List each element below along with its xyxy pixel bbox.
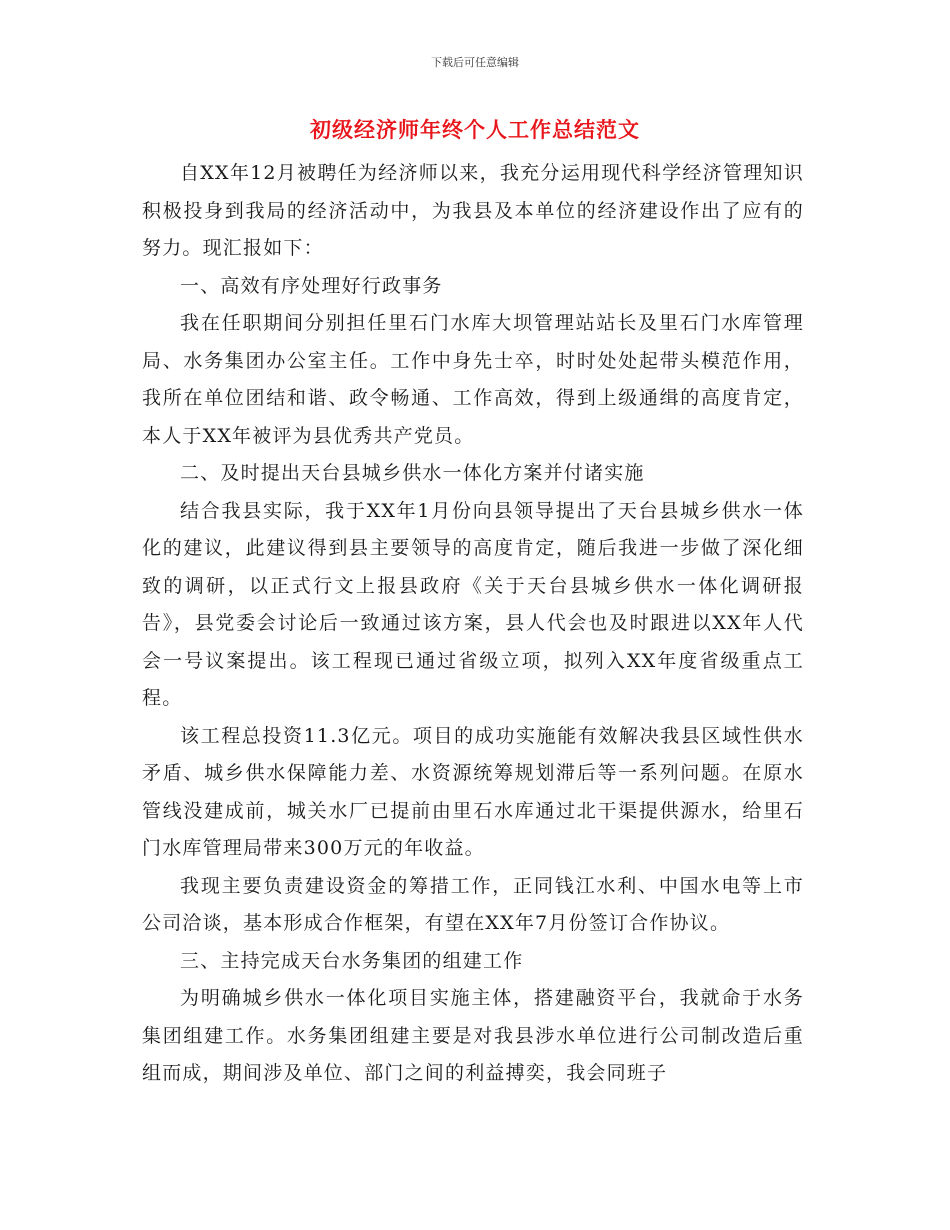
section-heading-1: 一、高效有序处理好行政事务: [180, 274, 443, 297]
paragraph-section-1: 我在任职期间分别担任里石门水库大坝管理站站长及里石门水库管理局、水务集团办公室主任。工作中身先士卒，时时处处起带头模范作用，我所在单位团结和谐、政令畅通、工作高效，得到上级通缉的高度肯定，本人于XX年被评为县优秀共产党员。: [142, 312, 804, 447]
paragraph-intro: 自XX年12月被聘任为经济师以来，我充分运用现代科学经济管理知识积极投身到我局的经济活动中，为我县及本单位的经济建设作出了应有的努力。现汇报如下：: [142, 162, 804, 259]
document-body: [142, 155, 804, 1093]
section-heading-2: 二、及时提出天台县城乡供水一体化方案并付诸实施: [180, 462, 645, 484]
paragraph-section-2b: 该工程总投资11.3亿元。项目的成功实施能有效解决我县区域性供水矛盾、城乡供水保障能力差、水资源统筹规划滞后等一系列问题。在原水管线没建成前，城关水厂已提前由里石水库通过北干渠提供源水，给里石门水库管理局带来300万元的年收益。: [142, 724, 804, 859]
paragraph-section-2a: 结合我县实际，我于XX年1月份向县领导提出了天台县城乡供水一体化的建议，此建议得到县主要领导的高度肯定，随后我进一步做了深化细致的调研，以正式行文上报县政府《关于天台县城乡供水一体化调研报告》，县党委会讨论后一致通过该方案，县人代会也及时跟进以XX年人代会一号议案提出。该工程现已通过省级立项，拟列入XX年度省级重点工程。: [142, 499, 804, 709]
header-note: 下载后可任意编辑: [431, 56, 519, 69]
document-title: 初级经济师年终个人工作总结范文: [310, 118, 640, 142]
paragraph-section-2c: 我现主要负责建设资金的筹措工作，正同钱江水利、中国水电等上市公司洽谈，基本形成合作框架，有望在XX年7月份签订合作协议。: [142, 874, 804, 934]
paragraph-section-3: 为明确城乡供水一体化项目实施主体，搭建融资平台，我就命于水务集团组建工作。水务集团组建主要是对我县涉水单位进行公司制改造后重组而成，期间涉及单位、部门之间的利益搏奕，我会同班子: [142, 987, 804, 1084]
section-heading-3: 三、主持完成天台水务集团的组建工作: [180, 949, 524, 972]
